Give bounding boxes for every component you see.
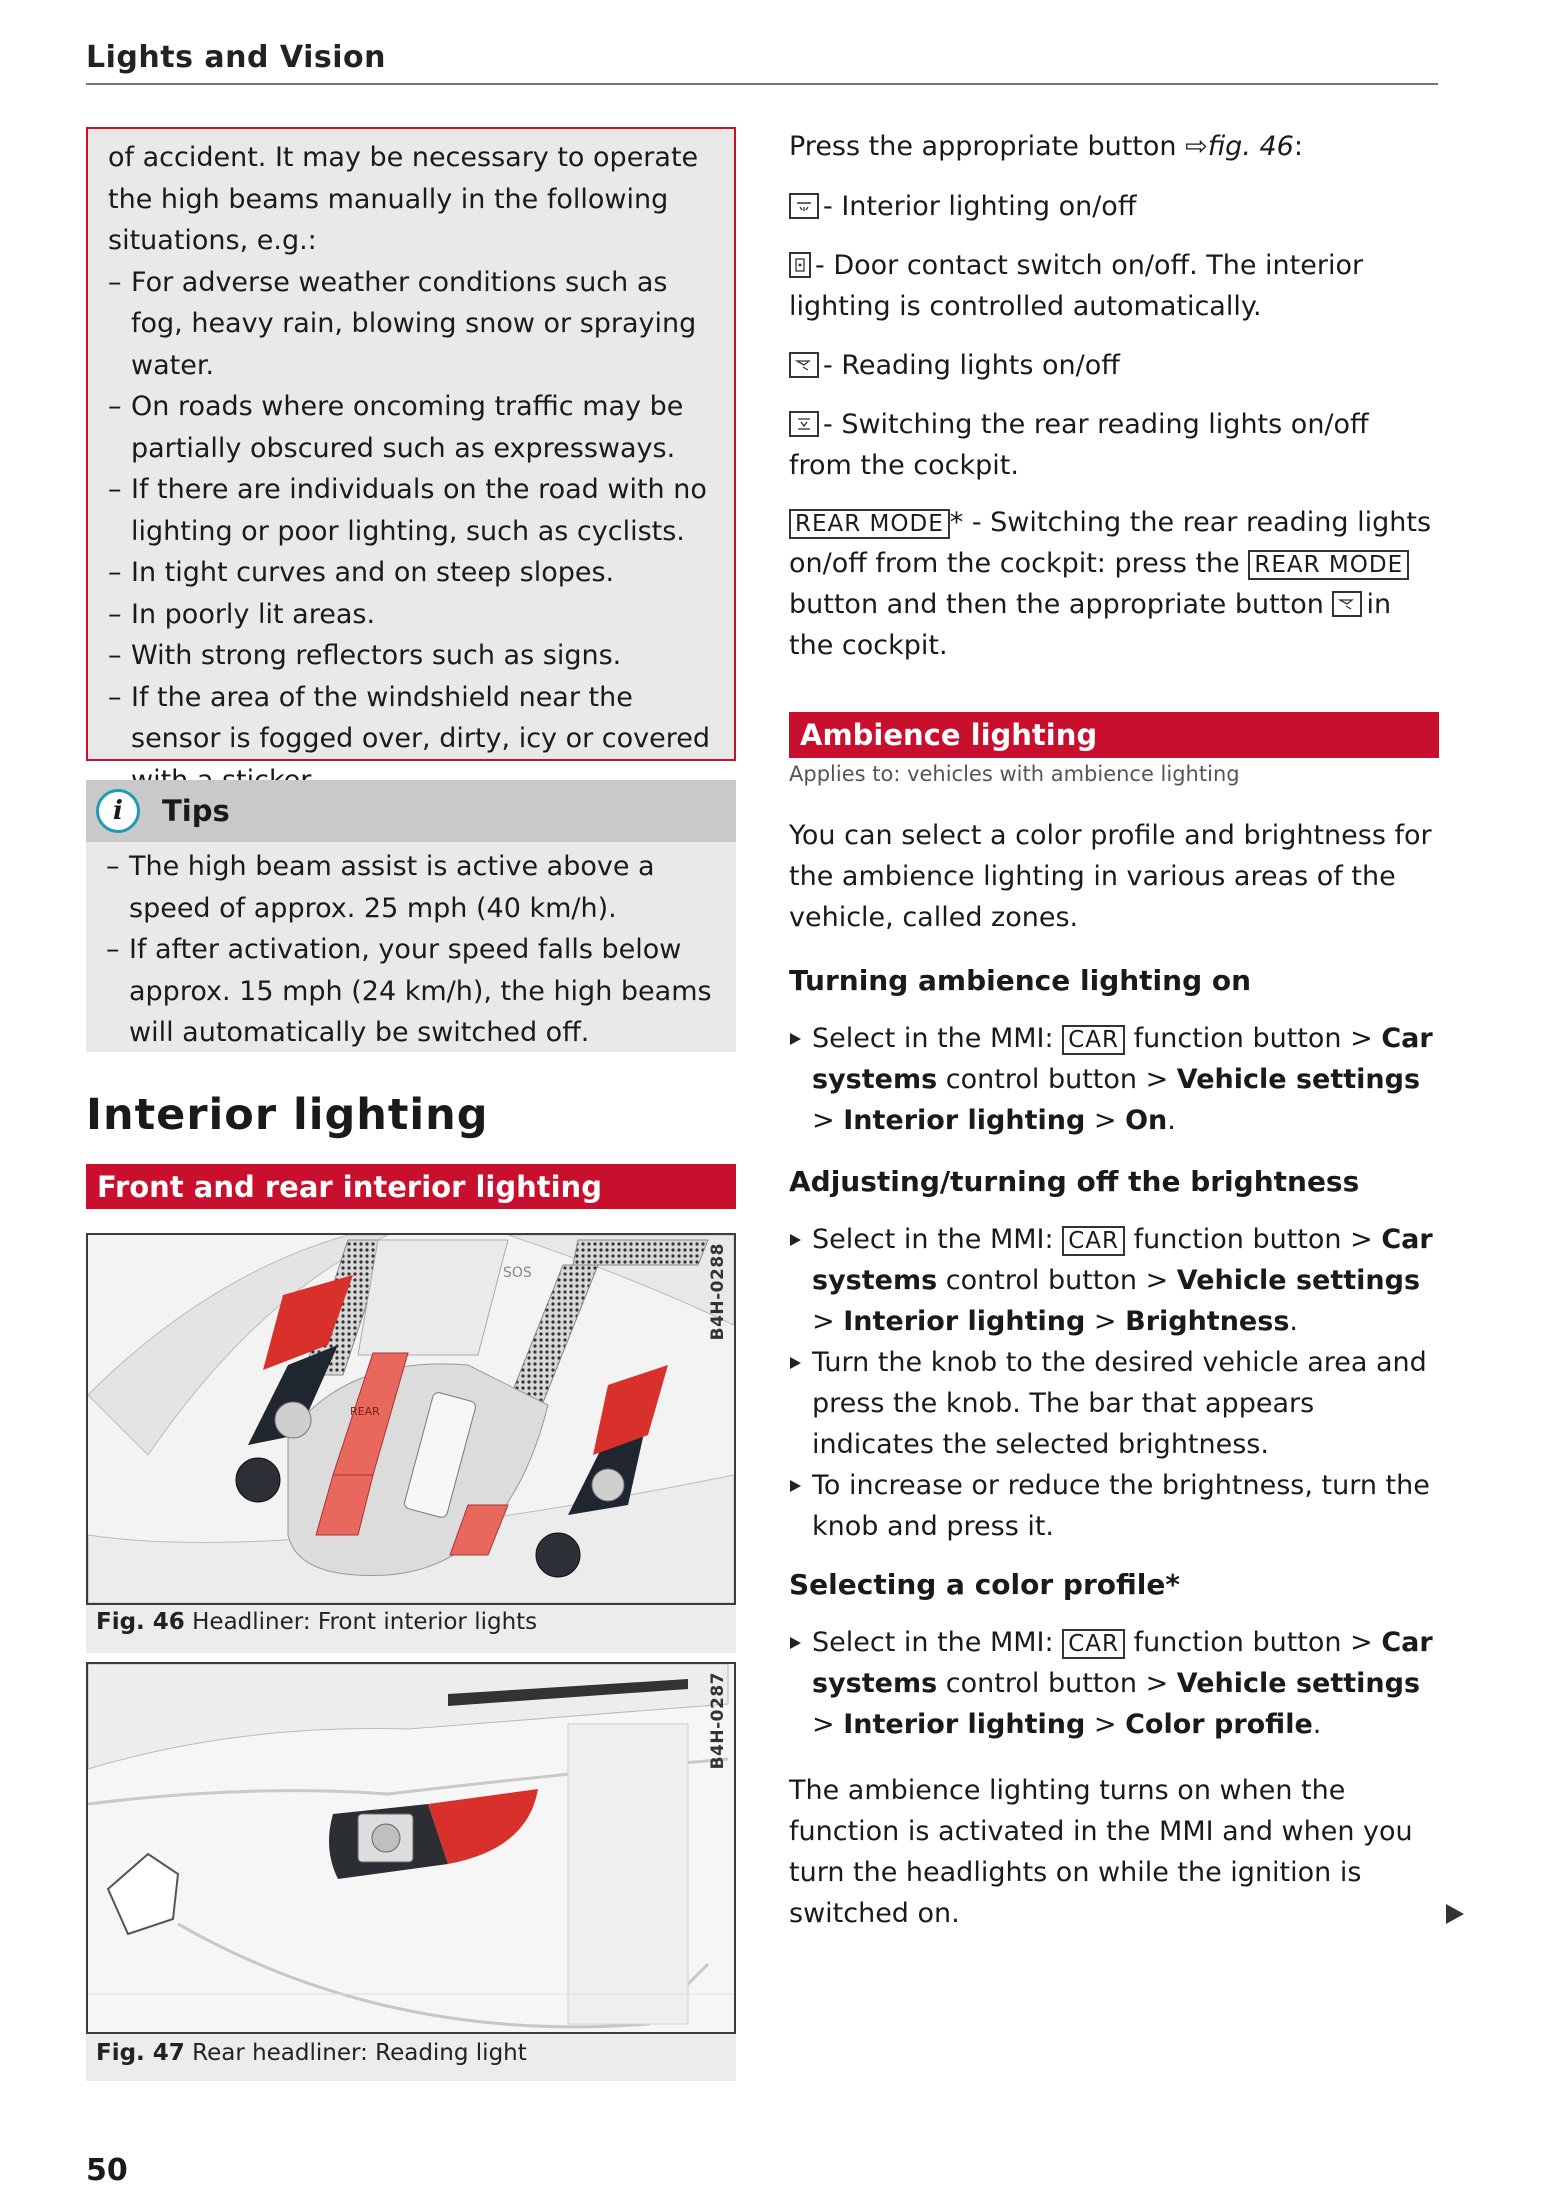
running-header: Lights and Vision	[86, 40, 386, 75]
headliner-illustration	[88, 1235, 734, 1603]
list-item: – In poorly lit areas.	[108, 594, 714, 636]
step-item: Select in the MMI: CAR function button > Car systems control button > Vehicle settings > Interior lighting > On.	[789, 1018, 1439, 1141]
next-page-arrow-icon[interactable]	[1446, 1904, 1464, 1924]
rear-reading-button-icon	[789, 411, 819, 437]
figure-caption-text: Rear headliner: Reading light	[192, 2040, 527, 2066]
list-item: – On roads where oncoming traffic may be partially obscured such as expressways.	[108, 386, 714, 469]
list-item: – For adverse weather conditions such as fog, heavy rain, blowing snow or spraying water.	[108, 262, 714, 387]
figure-caption	[96, 2040, 527, 2066]
rear-reading-text: - Switching the rear reading lights on/off from the cockpit.	[789, 409, 1369, 481]
tips-header	[86, 780, 736, 842]
interior-light-button-icon	[789, 193, 819, 219]
list-item: – If the area of the windshield near the sensor is fogged over, dirty, icy or covered	[108, 677, 714, 802]
door-contact-text: - Door contact switch on/off. The interior lighting is controlled automatically.	[789, 250, 1364, 322]
door-contact-entry	[789, 245, 1439, 327]
figure-label: Fig. 47	[96, 2040, 185, 2066]
figure-code: B4H-0287	[708, 1672, 728, 1770]
ambience-closing: The ambience lighting turns on when the function is activated in the MMI and when you turn the headlights on while the ignition is switched on.	[789, 1775, 1413, 1929]
ambience-intro: You can select a color profile and brightness for the ambience lighting in various areas of the vehicle, called zones.	[789, 820, 1432, 933]
ambience-bar	[789, 712, 1439, 758]
car-key[interactable]: CAR	[1062, 1025, 1125, 1055]
color-profile-heading: Selecting a color profile*	[789, 1568, 1180, 1601]
subsection-title: Front and rear interior lighting	[97, 1169, 602, 1204]
figure-47-image	[86, 1662, 736, 2034]
applies-to: Applies to: vehicles with ambience lighting	[789, 762, 1240, 786]
list-item: – If after activation, your speed falls below approx. 15 mph (24 km/h), the high beams will automatically be switched off.	[106, 929, 716, 1054]
step-item: Select in the MMI: CAR function button > Car systems control button > Vehicle settings > Interior lighting > Color profile.	[789, 1622, 1439, 1745]
info-icon: i	[96, 789, 140, 833]
figure-caption	[96, 1609, 537, 1635]
turning-on-steps	[789, 1018, 1439, 1141]
step-item: Turn the knob to the desired vehicle area and press the knob. The bar that appears indicates the selected brightness.	[789, 1342, 1439, 1465]
subsection-bar	[86, 1164, 736, 1209]
interior-light-entry	[789, 186, 1439, 227]
warning-intro: of accident. It may be necessary to operate the high beams manually in the following situations, e.g.:	[108, 142, 699, 256]
reading-light-button-icon	[1332, 591, 1362, 617]
figure-46-image	[86, 1233, 736, 1605]
rear-label: REAR	[350, 1405, 380, 1418]
rear-mode-key[interactable]: REAR MODE	[789, 509, 950, 539]
tips-title: Tips	[162, 794, 230, 828]
color-profile-steps	[789, 1622, 1439, 1745]
figure-caption-text: Headliner: Front interior lights	[192, 1609, 538, 1635]
car-key[interactable]: CAR	[1062, 1226, 1125, 1256]
rear-mode-text: button and then the appropriate button	[789, 589, 1324, 620]
tips-list	[106, 846, 716, 1054]
interior-light-text: - Interior lighting on/off	[823, 191, 1137, 222]
door-contact-button-icon	[789, 252, 811, 278]
page-number: 50	[86, 2153, 128, 2188]
list-item: – If there are individuals on the road with no lighting or poor lighting, such as cyclists.	[108, 469, 714, 552]
sos-label: SOS	[503, 1265, 532, 1281]
rear-mode-key[interactable]: REAR MODE	[1248, 550, 1409, 580]
rear-mode-text: * - Switching the rear reading lights on/off from the cockpit: press the	[789, 507, 1432, 579]
list-item: – With strong reflectors such as signs.	[108, 635, 714, 677]
figure-47	[86, 1662, 736, 2081]
rear-headliner-illustration	[88, 1664, 734, 2032]
turning-on-heading: Turning ambience lighting on	[789, 964, 1252, 997]
section-heading: Interior lighting	[86, 1090, 489, 1140]
warning-list	[108, 262, 714, 802]
press-text: Press the appropriate button	[789, 131, 1177, 162]
list-item: – In tight curves and on steep slopes.	[108, 552, 714, 594]
ambience-title: Ambience lighting	[800, 718, 1098, 752]
reading-light-entry	[789, 345, 1439, 386]
figure-reference[interactable]: fig. 46	[1207, 131, 1294, 162]
rear-mode-text: in the cockpit.	[789, 589, 1392, 661]
adjusting-steps	[789, 1219, 1439, 1547]
adjusting-heading: Adjusting/turning off the brightness	[789, 1165, 1360, 1198]
figure-46	[86, 1233, 736, 1653]
arrow-ref-icon: ⇨	[1185, 131, 1208, 162]
rear-mode-entry	[789, 502, 1439, 666]
figure-code: B4H-0288	[708, 1243, 728, 1341]
header-divider	[86, 83, 1438, 85]
reading-light-text: - Reading lights on/off	[823, 350, 1120, 381]
warning-box	[86, 127, 736, 761]
list-item: – The high beam assist is active above a speed of approx. 25 mph (40 km/h).	[106, 846, 716, 929]
rear-reading-entry	[789, 404, 1439, 486]
figure-label: Fig. 46	[96, 1609, 185, 1635]
car-key[interactable]: CAR	[1062, 1629, 1125, 1659]
tips-body	[86, 842, 736, 1052]
press-instruction: Press the appropriate button ⇨fig. 46:	[789, 131, 1303, 162]
reading-light-button-icon	[789, 352, 819, 378]
step-item: Select in the MMI: CAR function button > Car systems control button > Vehicle settings > Interior lighting > Brightness.	[789, 1219, 1439, 1342]
step-item: To increase or reduce the brightness, turn the knob and press it.	[789, 1465, 1439, 1547]
